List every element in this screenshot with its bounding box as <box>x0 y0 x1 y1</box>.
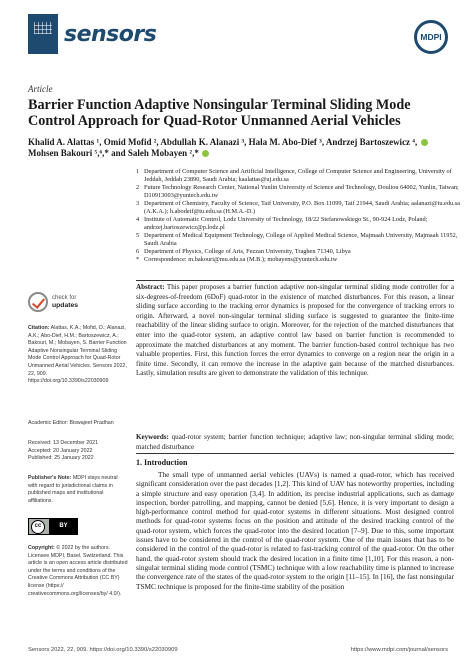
copyright-text: © 2022 by the authors. Licensee MDPI, Basel, Switzerland. This article is an open access article distributed under the terms and conditions of the Creative Commons Attribution (CC BY) license (https:// creativecommons.org/licenses/by/ 4.0/). <box>28 545 128 597</box>
academic-editor: Academic Editor: Biswajeet Pradhan <box>28 420 114 426</box>
journal-logo <box>28 14 58 54</box>
orcid-icon[interactable] <box>421 139 428 146</box>
publisher-note-text: MDPI stays neutral with regard to jurisdictional claims in published maps and institutional affiliations. <box>28 475 118 504</box>
dates-block <box>28 440 128 463</box>
copyright-label: Copyright: <box>28 545 55 551</box>
author-line-2 <box>28 148 448 159</box>
affiliation-text: Future Technology Research Center, National Yunlin University of Science and Technology, Douliou 64002, Yunlin, Taiwan; D10913003@yuntech.edu.tw <box>144 184 459 199</box>
check-updates-line2: updates <box>52 302 79 309</box>
footer-citation: Sensors 2022, 22, 909. https://doi.org/10.3390/s22030909 <box>28 647 178 653</box>
attribution-icon: BY <box>49 519 78 534</box>
affiliation-number: 3 <box>136 200 140 207</box>
keywords-text: quad-rotor system; barrier function technique; adaptive law; non-singular terminal sliding mode; matched disturbance <box>136 433 455 451</box>
abstract-label: Abstract: <box>136 283 165 291</box>
affiliation-number: 5 <box>136 232 140 239</box>
affiliation-text: Department of Computer Science and Artificial Intelligence, College of Computer Science and Engineering, University of Jeddah, Jeddah 23890, Saudi Arabia; kaalattas@uj.edu.sa <box>144 168 452 183</box>
check-updates-label <box>52 295 78 310</box>
correspondence <box>136 256 466 264</box>
keywords <box>136 433 454 452</box>
authors-text-2: Mohsen Bakouri ⁵,⁶,* and Saleh Mobayen ²,* <box>28 148 199 158</box>
section-heading: 1. Introduction <box>136 458 188 467</box>
check-updates-icon <box>28 292 48 312</box>
affiliation-item <box>136 168 466 184</box>
author-line-1 <box>28 137 448 148</box>
affiliation-number: 2 <box>136 184 140 191</box>
article-type: Article <box>28 84 53 94</box>
mdpi-logo <box>414 20 448 54</box>
affiliation-text: Department of Physics, College of Arts, Fezzan University, Traghen 71340, Libya <box>144 248 351 255</box>
affiliation-number: 1 <box>136 168 140 175</box>
cc-by-license-badge[interactable] <box>28 518 78 535</box>
affiliation-text: Institute of Automatic Control, Lodz University of Technology, 18/22 Stefanowskiego St., 90-924 Lodz, Poland; andrzej.bartoszewicz@p.lodz.pl <box>144 216 428 231</box>
affiliation-item <box>136 216 466 232</box>
correspondence-text: Correspondence: m.bakouri@mu.edu.sa (M.B.); mobayens@yuntech.edu.tw <box>144 256 338 263</box>
affiliation-item <box>136 200 466 216</box>
citation-block <box>28 325 128 386</box>
publisher-note <box>28 475 128 505</box>
sensor-grid-icon <box>34 22 52 34</box>
journal-name: sensors <box>64 22 157 47</box>
author-list <box>28 137 448 159</box>
journal-header <box>28 14 448 54</box>
authors-text-1: Khalid A. Alattas ¹, Omid Mofid ², Abdullah K. Alanazi ³, Hala M. Abo-Dief ³, Andrzej Bartoszewicz ⁴, <box>28 137 418 147</box>
copyright-block <box>28 545 128 598</box>
footer-journal-link[interactable]: https://www.mdpi.com/journal/sensors <box>350 647 448 653</box>
date-received: Received: 13 December 2021 <box>28 440 99 446</box>
date-published: Published: 25 January 2022 <box>28 455 94 462</box>
abstract-rule-top <box>136 280 454 281</box>
affiliation-item <box>136 248 466 256</box>
check-for-updates-button[interactable] <box>28 292 98 314</box>
affiliations <box>136 168 466 264</box>
citation-text: Alattas, K.A.; Mofid, O.; Alanazi, A.K.; Abo-Dief, H.M.; Bartoszewicz, A.; Bakouri, M.; Mobayen, S. Barrier Function Adaptive Nonsingular Terminal Sliding Mode Control Approach for Quad-Rotor Unmanned Aerial Vehicles. Sensors 2022, 22, 909. https://doi.org/10.3390/s22030909 <box>28 325 127 385</box>
keywords-label: Keywords: <box>136 433 169 441</box>
date-accepted: Accepted: 20 January 2022 <box>28 447 93 454</box>
affiliation-item <box>136 184 466 200</box>
introduction-paragraph: The small type of unmanned aerial vehicles (UAVs) is named a quad-rotor, which has received significant consideration over the past decades [1,2]. This kind of UAV has noteworthy properties, including a simple structure and easy operation [3,4]. In addition, its precise industrial applications, such as damage inspection, border patrolling, and mapping, cannot be denied [5,6]. Hence, it is very important to design a high-performance control method for quad-rotor systems in different situations. Most designed control methods for quad-rotor systems focus on the position and attitude of the desired tracking control of the quad-rotor system, which forces the quad-rotor into the desired location [7–9]. Due to this, some important issues have to be considered in the control of the quad-rotor system. One of the main issues that has to be considered in the control of the quad-rotor is related to fast-tracking control of the quad-rotor. On the other hand, the quad-rotor system should track the desired location in a finite time [1,10]. For this reason, a non-singular terminal sliding mode control (TSMC) technique with a low reachability time is planned to increase the convergence rate of the states of the quad-rotor system to the origin [11–15]. In [16], the fast nonsingular TSMC technique is proposed for the finite-time stability of the position <box>136 470 454 591</box>
publisher-note-label: Publisher's Note: <box>28 475 72 481</box>
affiliation-text: Department of Chemistry, Faculty of Science, Taif University, P.O. Box 11099, Taif 21944, Saudi Arabia; aalanazi@tu.edu.sa (A.K.A.); h.abodeif@tu.edu.sa (H.M.A.-D.) <box>144 200 460 215</box>
keywords-rule-bottom <box>136 453 454 454</box>
creative-commons-icon: cc <box>31 520 45 534</box>
abstract-text: This paper proposes a barrier function adaptive non-singular terminal sliding mode controller for a six-degrees-of-freedom (6DoF) quad-rotor in the existence of matched disturbances. For this reason, a linear sliding surface according to the tracking error dynamics is proposed for the convergence of tracking errors to origin. Afterward, a novel non-singular terminal sliding surface is suggested to guarantee the finite-time reachability of the linear sliding surface to origin. Moreover, for the rejection of the matched disturbances that enter into the quad-rotor system, an adaptive control law based on barrier function is recommended to approximate the matched disturbances at any moment. The barrier function-based control technique has two valuable properties. First, this function forces the error dynamics to converge on a region near the origin in a finite time. Secondly, it can remove the increase in the adaptive gain because of the matched disturbances. Lastly, simulation results are given to demonstrate the validation of this technique. <box>136 283 454 378</box>
affiliation-number: * <box>136 256 140 263</box>
publisher-name: MDPI <box>420 32 442 42</box>
article-title: Barrier Function Adaptive Nonsingular Terminal Sliding Mode Control Approach for Quad-Rotor Unmanned Aerial Vehicles <box>28 97 411 129</box>
affiliation-text: Department of Medical Equipment Technology, College of Applied Medical Science, Majmaah University, Majmaah 11952, Saudi Arabia <box>144 232 458 247</box>
affiliation-number: 6 <box>136 248 140 255</box>
check-updates-line1: check for <box>52 295 77 301</box>
citation-label: Citation: <box>28 325 50 331</box>
affiliation-item <box>136 232 466 248</box>
orcid-icon[interactable] <box>202 150 209 157</box>
abstract <box>136 283 454 379</box>
affiliation-number: 4 <box>136 216 140 223</box>
